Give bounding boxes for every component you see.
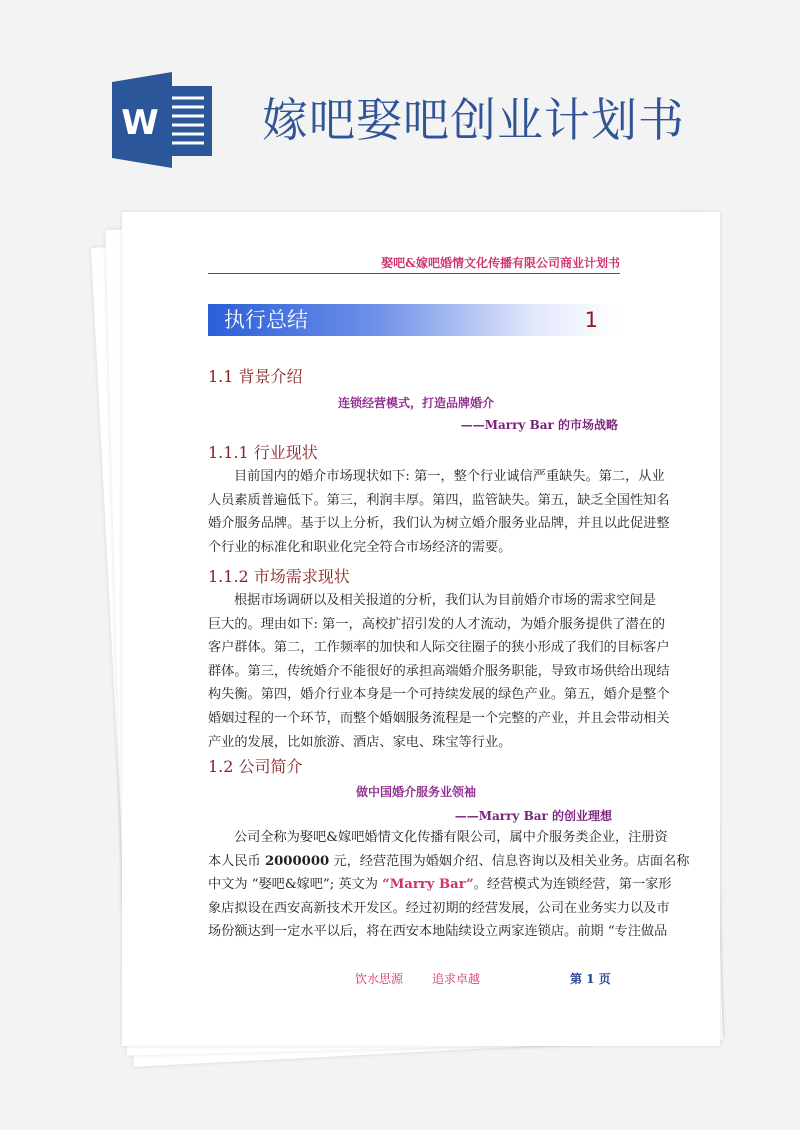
text-line: 公司全称为娶吧&嫁吧婚情文化传播有限公司，属中介服务类企业，注册资 bbox=[234, 830, 668, 845]
word-logo-icon bbox=[112, 72, 216, 168]
text-span: 中文为 “娶吧&嫁吧”; 英文为 bbox=[208, 877, 383, 893]
text-line: 个行业的标准化和职业化完全符合市场经济的需要。 bbox=[208, 539, 512, 555]
text-line: 巨大的。理由如下: 第一，高校扩招引发的人才流动，为婚介服务提供了潜在的 bbox=[208, 616, 666, 632]
paragraph-industry bbox=[208, 465, 670, 559]
text-span: 本人民币 bbox=[208, 853, 265, 869]
banner-title: 嫁吧娶吧创业计划书 bbox=[262, 93, 685, 147]
text-line: 场份额达到一定水平以后，将在西安本地陆续设立两家连锁店。前期 “专注做品 bbox=[208, 924, 668, 940]
chapter-banner bbox=[208, 304, 620, 336]
section-heading-1-1: 1.1 背景介绍 bbox=[208, 367, 303, 386]
text-line: 构失衡。第四，婚介行业本身是一个可持续发展的绿色产业。第五，婚介是整个 bbox=[208, 687, 670, 703]
footer-motto-1: 饮水思源 bbox=[355, 972, 404, 986]
page-number: 第 1 页 bbox=[570, 972, 611, 986]
text-line: 婚介服务品牌。基于以上分析，我们认为树立婚介服务业品牌，并且以此促进整 bbox=[208, 516, 670, 532]
section-heading-1-1-2: 1.1.2 市场需求现状 bbox=[208, 567, 350, 586]
section-attribution: ——Marry Bar 的创业理想 bbox=[454, 809, 612, 823]
registered-capital: 2000000 bbox=[264, 853, 330, 869]
text-line: 人员素质普遍低下。第三，利润丰厚。第四，监管缺失。第五，缺乏全国性知名 bbox=[208, 492, 670, 508]
header-divider bbox=[208, 273, 620, 274]
section-heading-1-1-1: 1.1.1 行业现状 bbox=[208, 443, 318, 462]
text-span: 。经营模式为连锁经营，第一家形 bbox=[473, 877, 672, 893]
section-tagline: 连锁经营模式，打造品牌婚介 bbox=[338, 396, 495, 410]
section-attribution: ——Marry Bar 的市场战略 bbox=[460, 418, 618, 432]
text-line: 产业的发展，比如旅游、酒店、家电、珠宝等行业。 bbox=[208, 734, 512, 750]
text-span: 元，经营范围为婚姻介绍、信息咨询以及相关业务。店面名称 bbox=[329, 853, 690, 869]
text-line: 客户群体。第二，工作频率的加快和人际交往圈子的狭小形成了我们的目标客户 bbox=[208, 640, 670, 656]
section-tagline: 做中国婚介服务业领袖 bbox=[356, 785, 477, 799]
section-heading-1-2: 1.2 公司简介 bbox=[208, 757, 303, 776]
text-line bbox=[208, 873, 672, 897]
svg-text:W: W bbox=[121, 103, 159, 143]
text-line: 群体。第三，传统婚介不能很好的承担高端婚介服务职能，导致市场供给出现结 bbox=[208, 663, 670, 679]
text-line: 象店拟设在西安高新技术开发区。经过初期的经营发展，公司在业务实力以及市 bbox=[208, 900, 670, 916]
page-header: 娶吧&嫁吧婚情文化传播有限公司商业计划书 bbox=[381, 256, 620, 270]
paragraph-company-intro bbox=[208, 826, 690, 944]
text-line bbox=[208, 850, 690, 874]
footer-motto-2: 追求卓越 bbox=[432, 972, 481, 986]
text-line: 婚姻过程的一个环节，而整个婚姻服务流程是一个完整的产业，并且会带动相关 bbox=[208, 710, 670, 726]
chapter-title: 执行总结 bbox=[224, 308, 308, 332]
text-line: 目前国内的婚介市场现状如下: 第一，整个行业诚信严重缺失。第二，从业 bbox=[234, 469, 665, 484]
chapter-number: 1 bbox=[584, 308, 598, 332]
english-name: “Marry Bar” bbox=[382, 877, 474, 893]
text-line: 根据市场调研以及相关报道的分析，我们认为目前婚介市场的需求空间是 bbox=[234, 593, 656, 608]
paragraph-market-demand bbox=[208, 589, 670, 754]
